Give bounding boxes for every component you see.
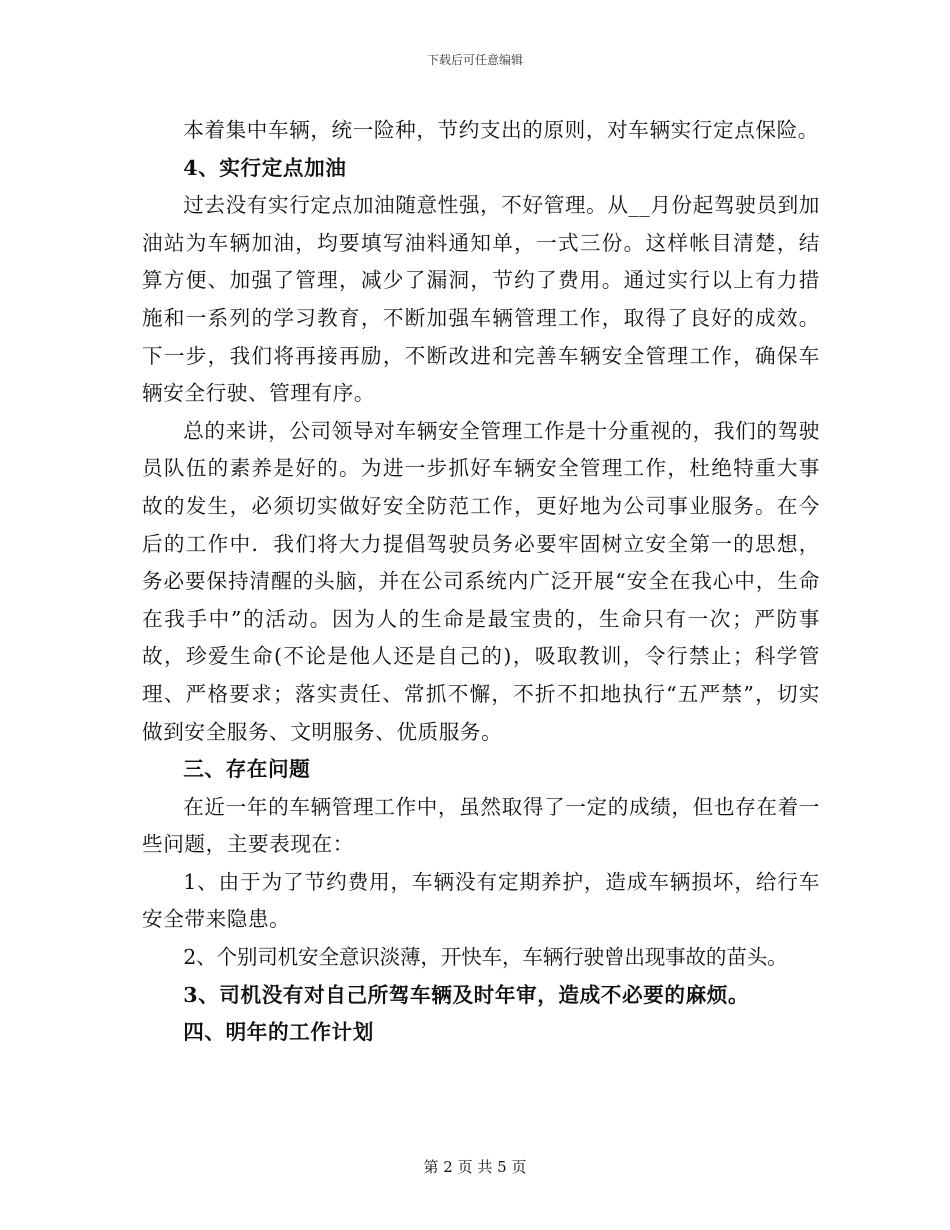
paragraph-summary: 总的来讲，公司领导对车辆安全管理工作是十分重视的，我们的驾驶员队伍的素养是好的。为进一步抓好车辆安全管理工作，杜绝特重大事故的发生，必须切实做好安全防范工作，更好地为公司事业服务。在今后的工作中．我们将大力提倡驾驶员务必要牢固树立安全第一的思想，务必要保持清醒的头脑，并在公司系统内广泛开展“安全在我心中，生命在我手中”的活动。因为人的生命是最宝贵的，生命只有一次；严防事故，珍爱生命(不论是他人还是自己的)，吸取教训，令行禁止；科学管理、严格要求；落实责任、常抓不懈，不折不扣地执行“五严禁”，切实做到安全服务、文明服务、优质服务。: [142, 418, 820, 744]
paragraph-insurance: 本着集中车辆，统一险种，节约支出的原则，对车辆实行定点保险。: [183, 118, 819, 142]
page-header: 下载后可任意编辑: [426, 53, 523, 67]
paragraph-problems-intro: 在近一年的车辆管理工作中，虽然取得了一定的成绩，但也存在着一些问题，主要表现在：: [142, 794, 820, 857]
page-footer: 第 2 页 共 5 页: [423, 1158, 527, 1176]
list-item-problem-2: 2、个别司机安全意识淡薄，开快车，车辆行驶曾出现事故的苗头。: [183, 945, 788, 970]
list-item-problem-3: 3、司机没有对自己所驾车辆及时年审，造成不必要的麻烦。: [183, 982, 750, 1007]
heading-next-year-plan: 四、明年的工作计划: [183, 1020, 374, 1045]
paragraph-refueling: 过去没有实行定点加油随意性强，不好管理。从__月份起驾驶员到加油站为车辆加油，均要填写油料通知单，一式三份。这样帐目清楚，结算方便、加强了管理，减少了漏洞，节约了费用。通过实行以上有力措施和一系列的学习教育，不断加强车辆管理工作，取得了良好的成效。下一步，我们将再接再励，不断改进和完善车辆安全管理工作，确保车辆安全行驶、管理有序。: [142, 193, 820, 406]
heading-existing-problems: 三、存在问题: [183, 757, 311, 782]
document-body: [142, 112, 820, 1052]
list-item-problem-1: 1、由于为了节约费用，车辆没有定期养护，造成车辆损坏，给行车安全带来隐患。: [142, 869, 820, 932]
heading-fixed-refueling: 4、实行定点加油: [183, 155, 347, 180]
